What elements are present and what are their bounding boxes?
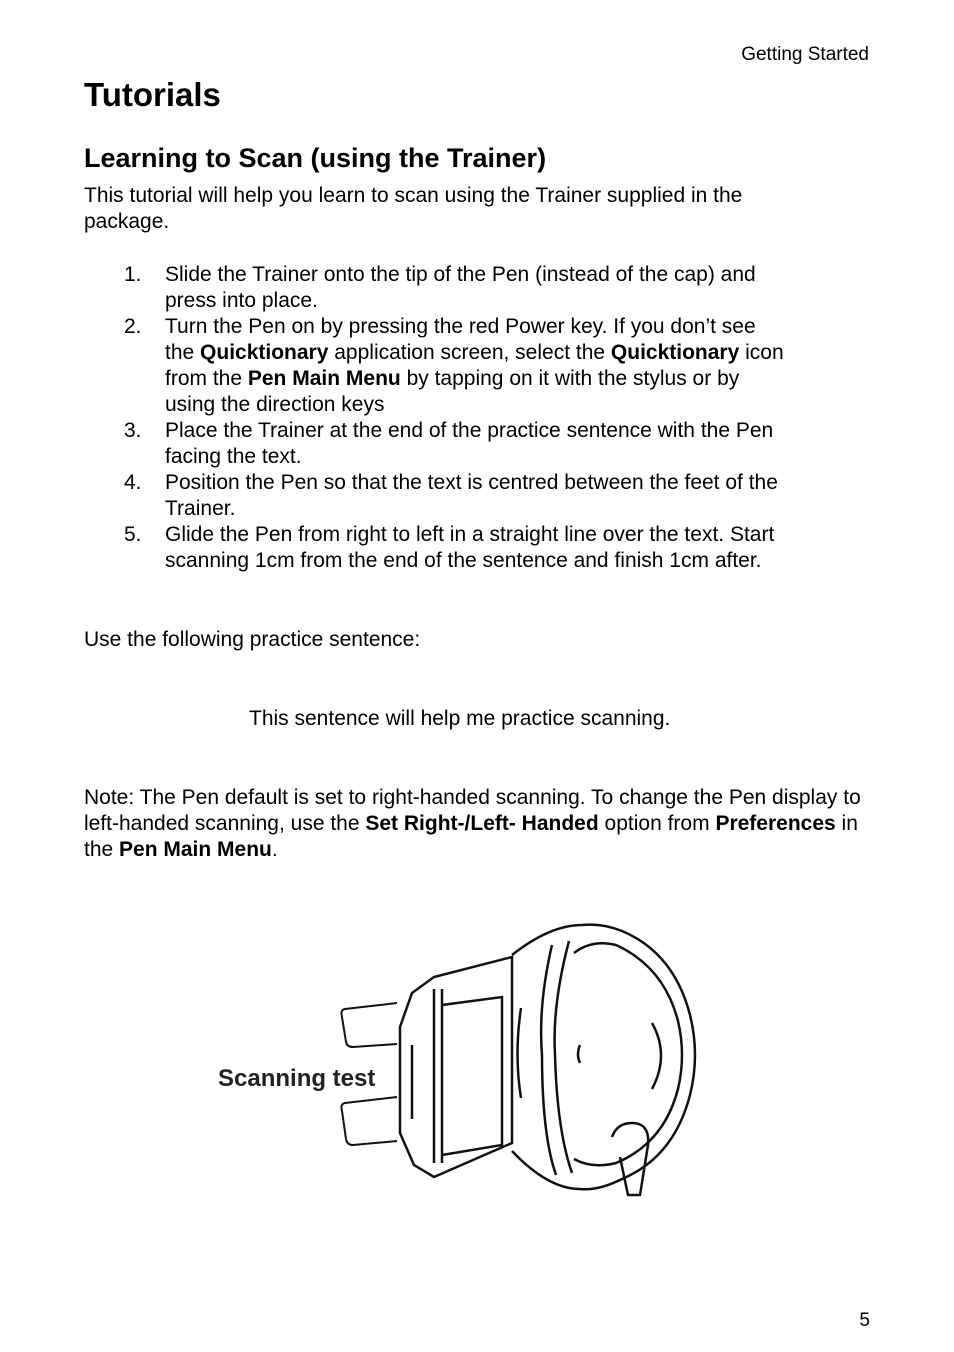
section-heading: Learning to Scan (using the Trainer) [84,143,547,173]
step-text: Turn the Pen on by pressing the red Power key. If you don’t see the [165,315,756,364]
note-text: . [271,838,278,861]
step-emphasis: Pen Main Menu [247,367,401,390]
running-header: Getting Started [741,44,869,65]
practice-intro: Use the following practice sentence: [84,628,421,651]
step-item [84,314,784,418]
step-text: Position the Pen so that the text is centred between the feet of the Trainer. [165,471,778,520]
step-number: 3. [124,419,142,442]
step-emphasis: Quicktionary [200,341,329,364]
step-number: 2. [124,315,142,338]
steps-list [84,262,784,574]
step-text: Glide the Pen from right to left in a straight line over the text. Start scanning 1cm from the end of the sentence and finish 1cm after. [165,523,775,572]
note-paragraph [84,785,874,863]
note-text: in the [84,812,858,861]
step-number: 1. [124,263,142,286]
scanning-test-label: Scanning test [218,1065,376,1092]
practice-sentence: This sentence will help me practice scanning. [249,707,671,730]
note-emphasis: Preferences [715,812,836,835]
step-item [84,470,784,522]
page-number: 5 [859,1310,870,1331]
note-emphasis: Set Right-/Left- Handed [365,812,599,835]
step-text: application screen, select the [328,341,611,364]
pen-body [400,925,695,1195]
step-item [84,522,784,574]
step-text: by tapping on it with the stylus or by using the direction keys [165,367,740,416]
note-text: option from [598,812,716,835]
step-text: Slide the Trainer onto the tip of the Pen (instead of the cap) and press into place. [165,263,756,312]
note-emphasis: Pen Main Menu [119,838,272,861]
step-text: Place the Trainer at the end of the practice sentence with the Pen facing the text. [165,419,774,468]
step-number: 5. [124,523,142,546]
step-text: icon from the [165,341,784,390]
step-emphasis: Quicktionary [610,341,740,364]
pen-trainer-illustration [212,905,712,1205]
step-item [84,262,784,314]
step-number: 4. [124,471,142,494]
step-item [84,418,784,470]
page-title: Tutorials [84,76,221,113]
intro-paragraph: This tutorial will help you learn to scan using the Trainer supplied in the package. [84,184,743,233]
note-text: Note: The Pen default is set to right-handed scanning. To change the Pen display to left-handed scanning, use the [84,786,861,835]
